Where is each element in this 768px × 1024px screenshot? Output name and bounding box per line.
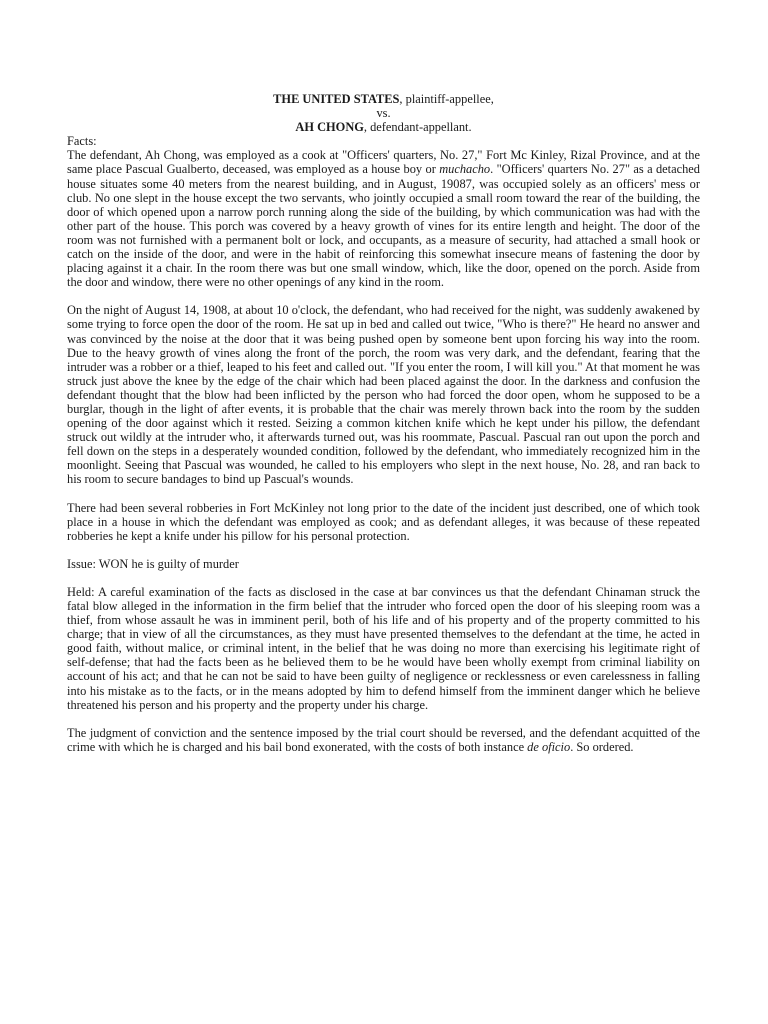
- defendant-line: [67, 120, 700, 134]
- issue-statement: Issue: WON he is guilty of murder: [67, 556, 239, 571]
- held-paragraph: Held: A careful examination of the facts as disclosed in the case at bar convinces us that the defendant Chinaman struck the fatal blow alleged in the information in the firm belief that the intruder who forced open the door of his sleeping room was a thief, from whose assault he was in imminent peril, both of his life and of his property and of the property committed to his charge; that in view of all the circumstances, as they must have presented themselves to the defendant at the time, he acted in good faith, without malice, or criminal intent, in the belief that he was doing no more than exercising his legitimate right of self-defense; that had the facts been as he believed them to be he would have been wholly exempt from criminal liability on account of his act; and that he can not be said to have been guilty of negligence or recklessness or even carelessness in falling into his mistake as to the facts, or in the means adopted by him to defend himself from the imminent danger which he believe threatened his person and his property and the property under his charge.: [67, 584, 700, 712]
- facts-paragraph-3: There had been several robberies in Fort McKinley not long prior to the date of the incident just described, one of which took place in a house in which the defendant was employed as cook; and as defendant alleges, it was because of these repeated robberies he kept a knife under his pillow for his personal protection.: [67, 500, 700, 543]
- judgment-paragraph: [67, 726, 700, 754]
- defendant-role: , defendant-appellant.: [363, 120, 472, 135]
- facts-p1-text-a: The defendant, Ah Chong, was employed as a cook at "Officers' quarters, No. 27," Fort Mc Kinley, Rizal Province, and at the same place Pascual Gualberto, deceased, was employed as a house boy or: [67, 148, 700, 177]
- document-page: [67, 92, 700, 754]
- defendant-name: AH CHONG: [295, 120, 364, 135]
- judgment-text-a: The judgment of conviction and the sentence imposed by the trial court should be reversed, and the defendant acquitted of the crime with which he is charged and his bail bond exonerated, with the costs of both instance: [67, 725, 700, 754]
- facts-label: Facts:: [67, 134, 97, 149]
- case-caption: [67, 92, 700, 134]
- plaintiff-name: THE UNITED STATES: [273, 92, 400, 106]
- versus-line: vs.: [376, 106, 391, 121]
- facts-p1-text-b: . "Officers' quarters No. 27" as a detached house situates some 40 meters from the nearest building, and in August, 19087, was occupied solely as an officers' mess or club. No one slept in the house except the two servants, who jointly occupied a small room toward the rear of the building, the door of which opened upon a narrow porch running along the side of the building, by which communication was had with the other part of the house. This porch was covered by a heavy growth of vines for its entire length and height. The door of the room was not furnished with a permanent bolt or lock, and occupants, as a measure of security, had attached a small hook or catch on the inside of the door, and were in the habit of reinforcing this somewhat insecure means of fastening the door by placing against it a chair. In the room there was but one small window, which, like the door, opened on the porch. Aside from the door and window, there were no other openings of any kind in the room.: [67, 162, 700, 290]
- facts-paragraph-1: [67, 148, 700, 289]
- plaintiff-line: [67, 92, 700, 106]
- facts-p1-italic-term: muchacho: [439, 162, 491, 177]
- plaintiff-role: , plaintiff-appellee,: [399, 92, 494, 106]
- judgment-text-b: . So ordered.: [570, 739, 634, 754]
- judgment-italic-term: de oficio: [527, 739, 571, 754]
- facts-paragraph-2: On the night of August 14, 1908, at about 10 o'clock, the defendant, who had received for the night, was suddenly awakened by some trying to force open the door of the room. He sat up in bed and called out twice, "Who is there?" He heard no answer and was convinced by the noise at the door that it was being pushed open by someone bent upon forcing his way into the room. Due to the heavy growth of vines along the front of the porch, the room was very dark, and the defendant, fearing that the intruder was a robber or a thief, leaped to his feet and called out. "If you enter the room, I will kill you." At that moment he was struck just above the knee by the edge of the chair which had been placed against the door. In the darkness and confusion the defendant thought that the blow had been inflicted by the person who had forced the door open, whom he supposed to be a burglar, though in the light of after events, it is probable that the chair was merely thrown back into the room by the sudden opening of the door against which it rested. Seizing a common kitchen knife which he kept under his pillow, the defendant struck out wildly at the intruder who, it afterwards turned out, was his roommate, Pascual. Pascual ran out upon the porch and fell down on the steps in a desperately wounded condition, followed by the defendant, who immediately recognized him in the moonlight. Seeing that Pascual was wounded, he called to his employers who slept in the next house, No. 28, and ran back to his room to secure bandages to bind up Pascual's wounds.: [67, 303, 700, 487]
